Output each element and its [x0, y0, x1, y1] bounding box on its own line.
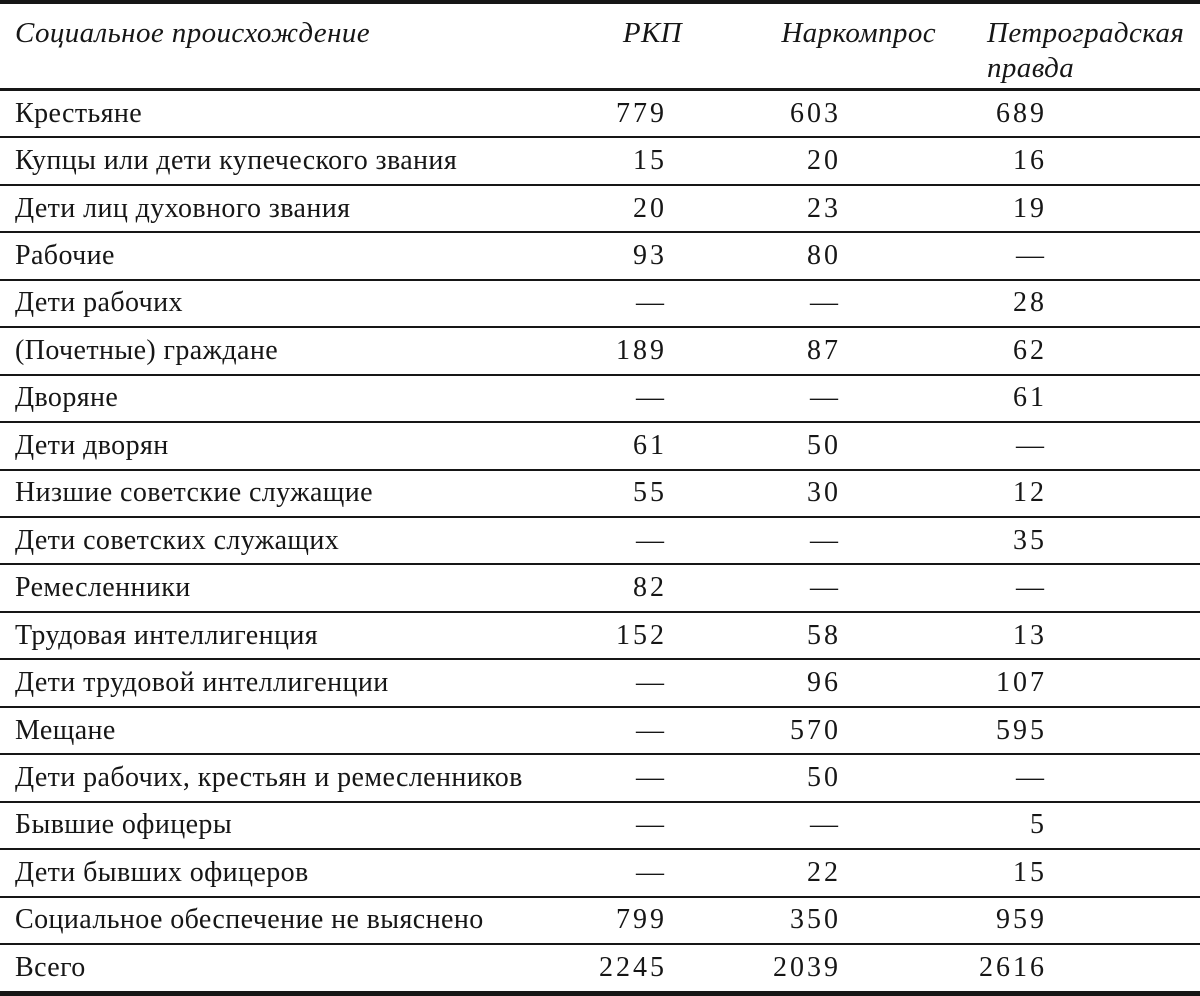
- cell-pravda: 19: [1013, 192, 1047, 224]
- cell-rkp: 15: [633, 145, 667, 177]
- cell-rkp: —: [636, 856, 667, 888]
- cell-narkompros: 96: [807, 667, 841, 699]
- table-row: [0, 612, 1200, 659]
- row-label: Ремесленники: [15, 572, 191, 604]
- cell-pravda: 35: [1013, 524, 1047, 556]
- cell-narkompros: 87: [807, 334, 841, 366]
- cell-pravda: 107: [996, 667, 1047, 699]
- cell-pravda: —: [1016, 761, 1047, 793]
- cell-rkp: —: [636, 761, 667, 793]
- row-label: Социальное обеспечение не выяснено: [15, 904, 484, 936]
- table-row: [0, 470, 1200, 517]
- cell-rkp: 55: [633, 477, 667, 509]
- cell-rkp: —: [636, 809, 667, 841]
- cell-rkp: 61: [633, 429, 667, 461]
- cell-narkompros: 22: [807, 856, 841, 888]
- cell-narkompros-total: 2039: [773, 952, 841, 984]
- table-row: [0, 232, 1200, 279]
- row-label: Бывшие офицеры: [15, 809, 233, 841]
- cell-narkompros: 50: [807, 429, 841, 461]
- cell-pravda: 689: [996, 97, 1047, 129]
- table-row: [0, 375, 1200, 422]
- cell-narkompros: 50: [807, 761, 841, 793]
- row-label: Дети рабочих, крестьян и ремесленников: [15, 761, 523, 793]
- row-label: Дети лиц духовного звания: [15, 192, 351, 224]
- row-label: Крестьяне: [15, 97, 143, 129]
- cell-narkompros: —: [810, 572, 841, 604]
- cell-rkp: 20: [633, 192, 667, 224]
- table-row: [0, 327, 1200, 374]
- cell-narkompros: 80: [807, 239, 841, 271]
- row-label: Дети бывших офицеров: [15, 856, 309, 888]
- table-row: [0, 280, 1200, 327]
- cell-pravda: 959: [996, 904, 1047, 936]
- cell-narkompros: 58: [807, 619, 841, 651]
- cell-pravda: 16: [1013, 145, 1047, 177]
- cell-narkompros: 20: [807, 145, 841, 177]
- cell-rkp: —: [636, 714, 667, 746]
- cell-pravda: 62: [1013, 334, 1047, 366]
- row-label: Дети рабочих: [15, 287, 183, 319]
- row-label: (Почетные) граждане: [15, 334, 279, 366]
- header-row: [0, 2, 1200, 89]
- row-label: Рабочие: [15, 239, 115, 271]
- cell-pravda: —: [1016, 572, 1047, 604]
- cell-pravda-total: 2616: [979, 952, 1047, 984]
- table-row: [0, 517, 1200, 564]
- cell-pravda: 13: [1013, 619, 1047, 651]
- table-row: [0, 802, 1200, 849]
- cell-rkp: 779: [616, 97, 667, 129]
- cell-rkp: 152: [616, 619, 667, 651]
- row-label: Низшие советские служащие: [15, 477, 373, 509]
- cell-pravda: 28: [1013, 287, 1047, 319]
- cell-pravda: 5: [1030, 809, 1047, 841]
- cell-narkompros: 23: [807, 192, 841, 224]
- table-row: [0, 707, 1200, 754]
- cell-rkp: 799: [616, 904, 667, 936]
- table-row: [0, 564, 1200, 611]
- cell-narkompros: —: [810, 809, 841, 841]
- cell-narkompros: 350: [790, 904, 841, 936]
- cell-rkp: —: [636, 287, 667, 319]
- row-label: Дворяне: [15, 382, 119, 414]
- table-row: [0, 422, 1200, 469]
- table-row: [0, 849, 1200, 896]
- row-label: Мещане: [15, 714, 116, 746]
- cell-pravda: —: [1016, 429, 1047, 461]
- row-label: Дети советских служащих: [15, 524, 340, 556]
- cell-rkp: —: [636, 667, 667, 699]
- cell-rkp: 189: [616, 334, 667, 366]
- cell-pravda: 61: [1013, 382, 1047, 414]
- cell-rkp: 82: [633, 572, 667, 604]
- table-header: [0, 2, 1200, 89]
- cell-pravda: —: [1016, 239, 1047, 271]
- cell-narkompros: 603: [790, 97, 841, 129]
- column-header-narkompros: Наркомпрос: [781, 17, 936, 49]
- cell-rkp-total: 2245: [599, 952, 667, 984]
- cell-narkompros: 570: [790, 714, 841, 746]
- cell-rkp: 93: [633, 239, 667, 271]
- row-label: Дети трудовой интеллигенции: [15, 667, 389, 699]
- cell-narkompros: —: [810, 287, 841, 319]
- table-body: [0, 89, 1200, 993]
- table-row-total: [0, 944, 1200, 993]
- cell-narkompros: —: [810, 524, 841, 556]
- column-header-rkp: РКП: [622, 17, 682, 49]
- table-row: [0, 659, 1200, 706]
- row-label: Дети дворян: [15, 429, 169, 461]
- cell-pravda: 12: [1013, 477, 1047, 509]
- table-row: [0, 754, 1200, 801]
- cell-narkompros: 30: [807, 477, 841, 509]
- cell-rkp: —: [636, 382, 667, 414]
- row-label: Купцы или дети купеческого звания: [15, 145, 458, 177]
- table-row: [0, 89, 1200, 137]
- column-header-social-origin: Социальное происхождение: [15, 17, 371, 49]
- row-label: Трудовая интеллигенция: [15, 619, 319, 651]
- table-row: [0, 137, 1200, 184]
- table-row: [0, 897, 1200, 944]
- column-header-petrogradskaya-pravda: Петроградская правда: [987, 17, 1185, 85]
- table-row: [0, 185, 1200, 232]
- cell-rkp: —: [636, 524, 667, 556]
- cell-pravda: 595: [996, 714, 1047, 746]
- cell-pravda: 15: [1013, 856, 1047, 888]
- cell-narkompros: —: [810, 382, 841, 414]
- row-label-total: Всего: [15, 952, 86, 984]
